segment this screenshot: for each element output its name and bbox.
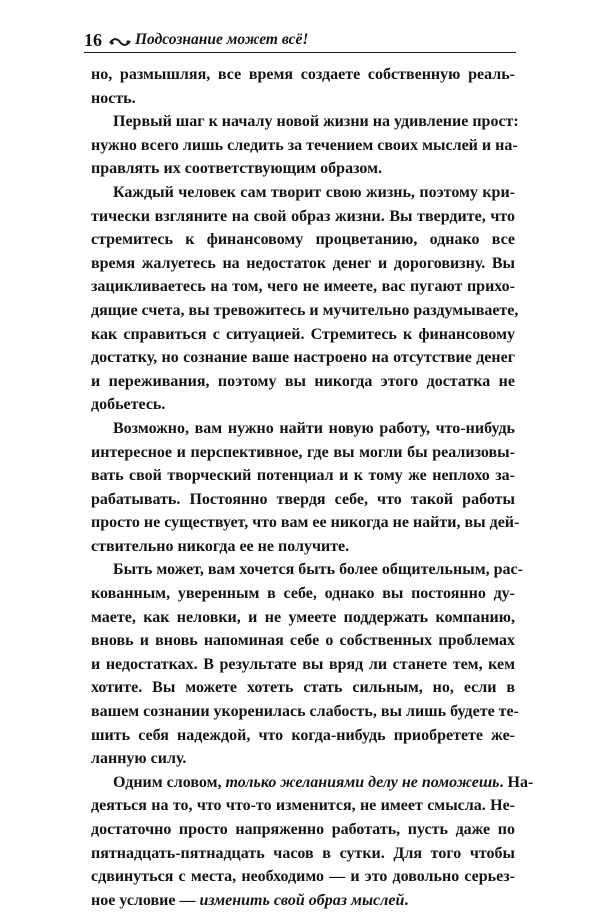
paragraph xyxy=(91,63,515,110)
running-head xyxy=(84,26,516,50)
text-line: вновь и вновь напоминая себе о собственных проблемах xyxy=(91,632,515,650)
text-line: но, размышляя, все время создаете собственную реаль- xyxy=(91,66,515,83)
section-title: Подсознание может всё! xyxy=(135,31,309,48)
text-fragment: ное условие — xyxy=(91,891,200,909)
text-line: стремитесь к финансовому процветанию, однако все xyxy=(91,231,515,249)
text-line: время жалуетесь на недостаток денег и дороговизну. Вы xyxy=(91,254,515,272)
text-line: пятнадцать-пятнадцать часов в сутки. Для того чтобы xyxy=(91,844,515,862)
text-line: Возможно, вам нужно найти новую работу, что-нибудь xyxy=(113,419,515,437)
paragraph xyxy=(91,110,519,181)
paragraph xyxy=(91,417,520,559)
text-line: дящие счета, вы тревожитесь и мучительно раздумываете, xyxy=(91,301,519,319)
text-line: сдвинуться с места, необходимо — и это довольно серьез- xyxy=(91,868,515,886)
paragraph xyxy=(91,771,534,912)
text-line: ность. xyxy=(91,89,136,107)
text-line: нужно всего лишь следить за течением своих мыслей и на- xyxy=(91,136,518,154)
text-line: маете, как неловки, и не умеете поддержать компанию, xyxy=(91,608,515,626)
emphasis-text: только желаниями делу не поможешь xyxy=(225,773,500,791)
header-rule xyxy=(84,52,516,53)
paragraph xyxy=(91,558,523,770)
text-line: интересное и перспективное, где вы могли бы реализовы- xyxy=(91,443,515,461)
text-line: тически взгляните на свой образ жизни. Вы твердите, что xyxy=(91,207,515,225)
emphasis-text: изменить свой образ мыслей xyxy=(199,891,405,909)
ornament-icon xyxy=(109,37,131,47)
text-line: просто не существует, что вам ее никогда не найти, вы дей- xyxy=(91,514,520,532)
text-line: и недостатках. В результате вы вряд ли станете тем, кем xyxy=(91,655,515,673)
text-line: Быть может, вам хочется быть более общительным, рас- xyxy=(113,561,523,579)
text-line: Каждый человек сам творит свою жизнь, поэтому кри- xyxy=(113,183,515,201)
text-line: достатку, но сознание ваше настроено на отсутствие денег xyxy=(91,349,515,367)
text-line: кованным, уверенным в себе, однако вы постоянно ду- xyxy=(91,585,515,603)
text-line: добьетесь. xyxy=(91,396,166,414)
text-line xyxy=(91,889,515,912)
text-line: хотите. Вы можете хотеть стать сильным, но, если в xyxy=(91,679,515,697)
text-line: вать свой творческий потенциал и к тому же неплохо за- xyxy=(91,467,515,485)
paragraph xyxy=(91,181,519,417)
text-line xyxy=(91,771,534,795)
body-text xyxy=(91,63,534,912)
text-line: как справиться с ситуацией. Стремитесь к финансовому xyxy=(91,325,515,343)
text-line: достаточно просто напряженно работать, пусть даже по xyxy=(91,821,515,838)
text-line: Первый шаг к началу новой жизни на удивление прост: xyxy=(113,113,519,131)
text-fragment: . xyxy=(404,891,409,909)
text-line: рабатывать. Постоянно твердя себе, что такой работы xyxy=(91,490,515,508)
text-line: правлять их соответствующим образом. xyxy=(91,160,382,178)
text-line: шить себя надеждой, что когда-нибудь приобретете же- xyxy=(91,726,515,744)
text-line: ланную силу. xyxy=(91,750,187,768)
text-line: деяться на то, что что-то изменится, не имеет смысла. Не- xyxy=(91,797,515,815)
text-fragment: Одним словом, xyxy=(113,773,226,791)
text-line: ствительно никогда ее не получите. xyxy=(91,537,350,555)
text-line: вашем сознании укоренилась слабость, вы лишь будете те- xyxy=(91,703,519,721)
page-number: 16 xyxy=(84,30,102,50)
text-line: и переживания, поэтому вы никогда этого достатка не xyxy=(91,372,515,390)
text-fragment: . На- xyxy=(499,773,534,791)
text-line: зацикливаетесь на том, чего не имеете, вас пугают прихо- xyxy=(91,278,515,296)
